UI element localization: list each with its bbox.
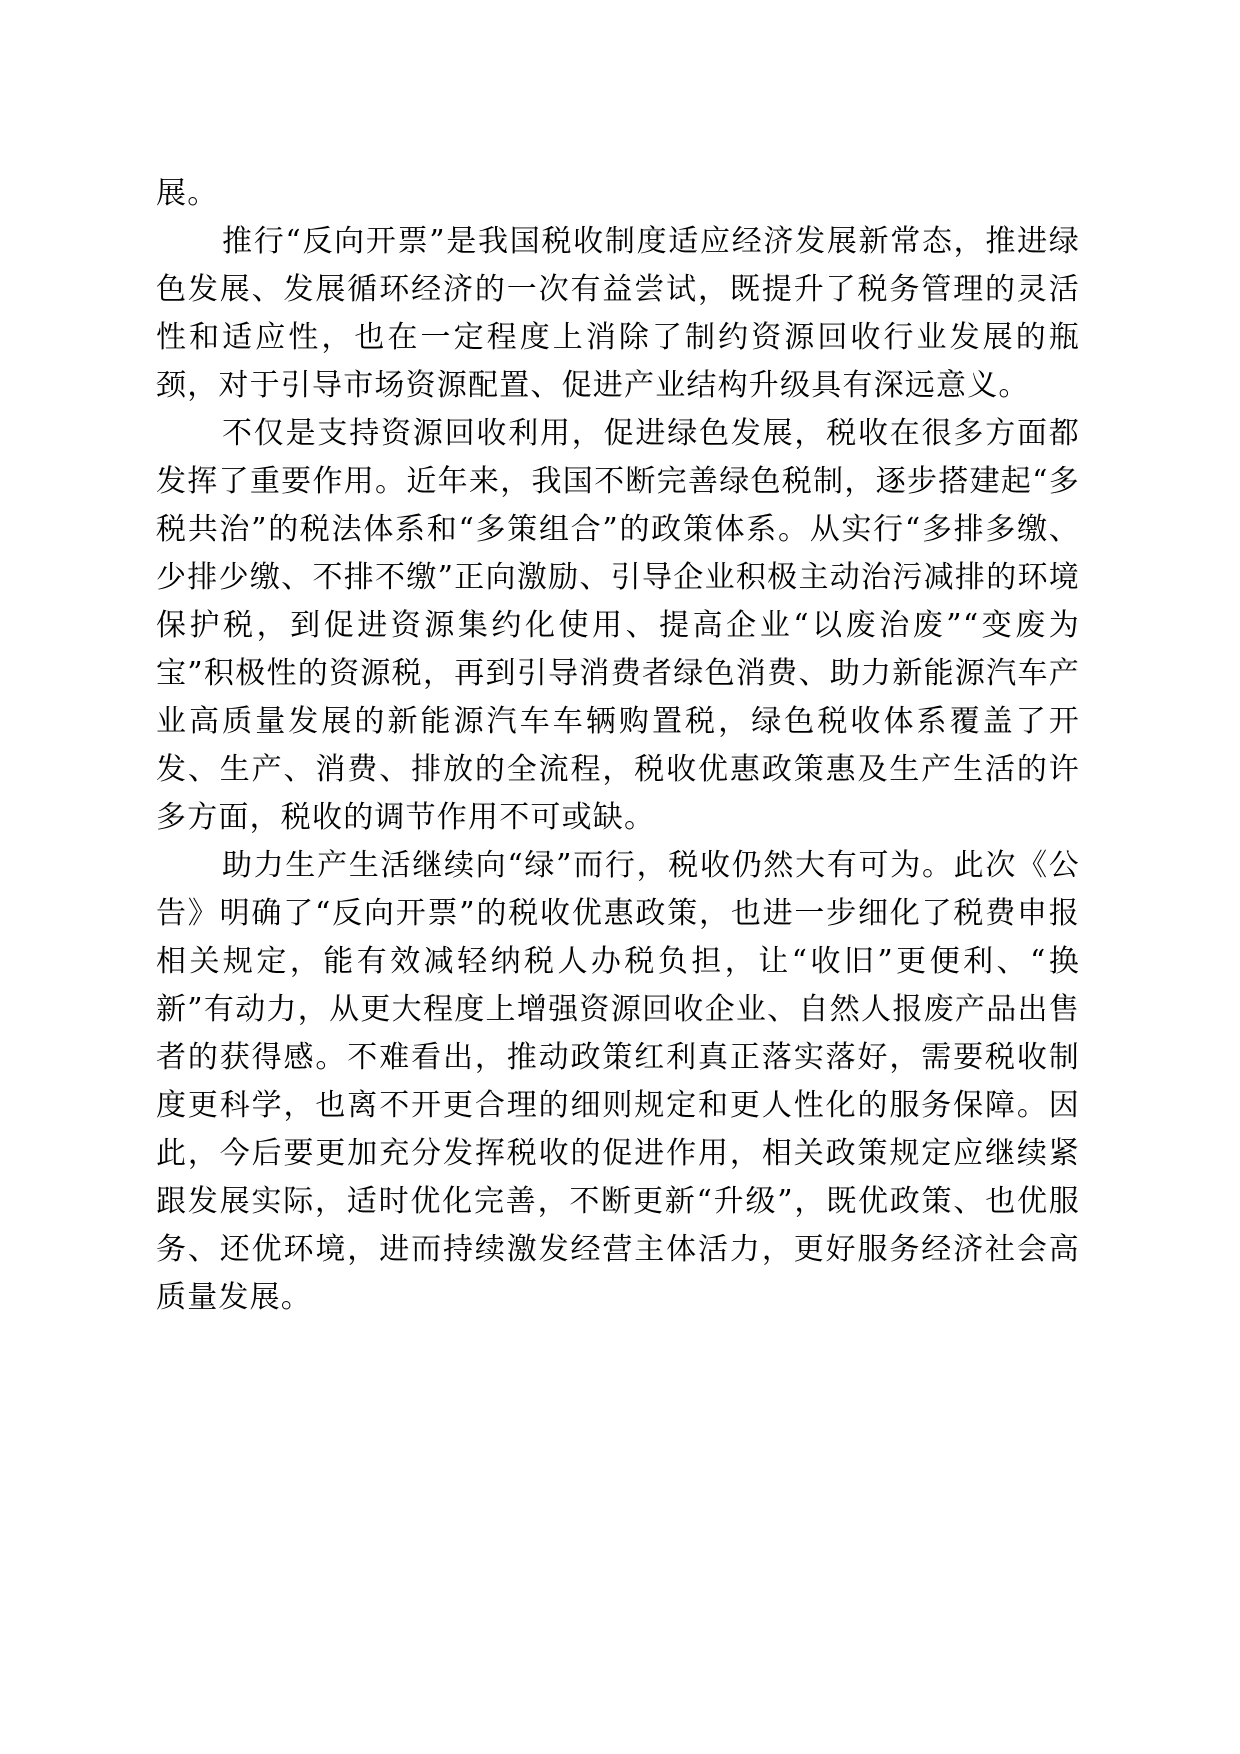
paragraph-policy-outlook: 助力生产生活继续向“绿”而行，税收仍然大有可为。此次《公告》明确了“反向开票”的税收优惠政策，也进一步细化了税费申报相关规定，能有效减轻纳税人办税负担，让“收旧”更便利、“换新”有动力，从更大程度上增强资源回收企业、自然人报废产品出售者的获得感。不难看出，推动政策红利真正落实落好，需要税收制度更科学，也离不开更合理的细则规定和更人性化的服务保障。因此，今后要更加充分发挥税收的促进作用，相关政策规定应继续紧跟发展实际，适时优化完善，不断更新“升级”，既优政策、也优服务、还优环境，进而持续激发经营主体活力，更好服务经济社会高质量发展。 <box>156 848 1080 1315</box>
paragraph-green-tax-system: 不仅是支持资源回收利用，促进绿色发展，税收在很多方面都发挥了重要作用。近年来，我国不断完善绿色税制，逐步搭建起“多税共治”的税法体系和“多策组合”的政策体系。从实行“多排多缴、少排少缴、不排不缴”正向激励、引导企业积极主动治污减排的环境保护税，到促进资源集约化使用、提高企业“以废治废”“变废为宝”积极性的资源税，再到引导消费者绿色消费、助力新能源汽车产业高质量发展的新能源汽车车辆购置税，绿色税收体系覆盖了开发、生产、消费、排放的全流程，税收优惠政策惠及生产生活的许多方面，税收的调节作用不可或缺。 <box>156 416 1080 835</box>
paragraph-continuation: 展。 <box>156 176 219 211</box>
document-body <box>156 170 1080 1322</box>
paragraph-reverse-invoicing: 推行“反向开票”是我国税收制度适应经济发展新常态，推进绿色发展、发展循环经济的一次有益尝试，既提升了税务管理的灵活性和适应性，也在一定程度上消除了制约资源回收行业发展的瓶颈，对于引导市场资源配置、促进产业结构升级具有深远意义。 <box>156 224 1080 403</box>
